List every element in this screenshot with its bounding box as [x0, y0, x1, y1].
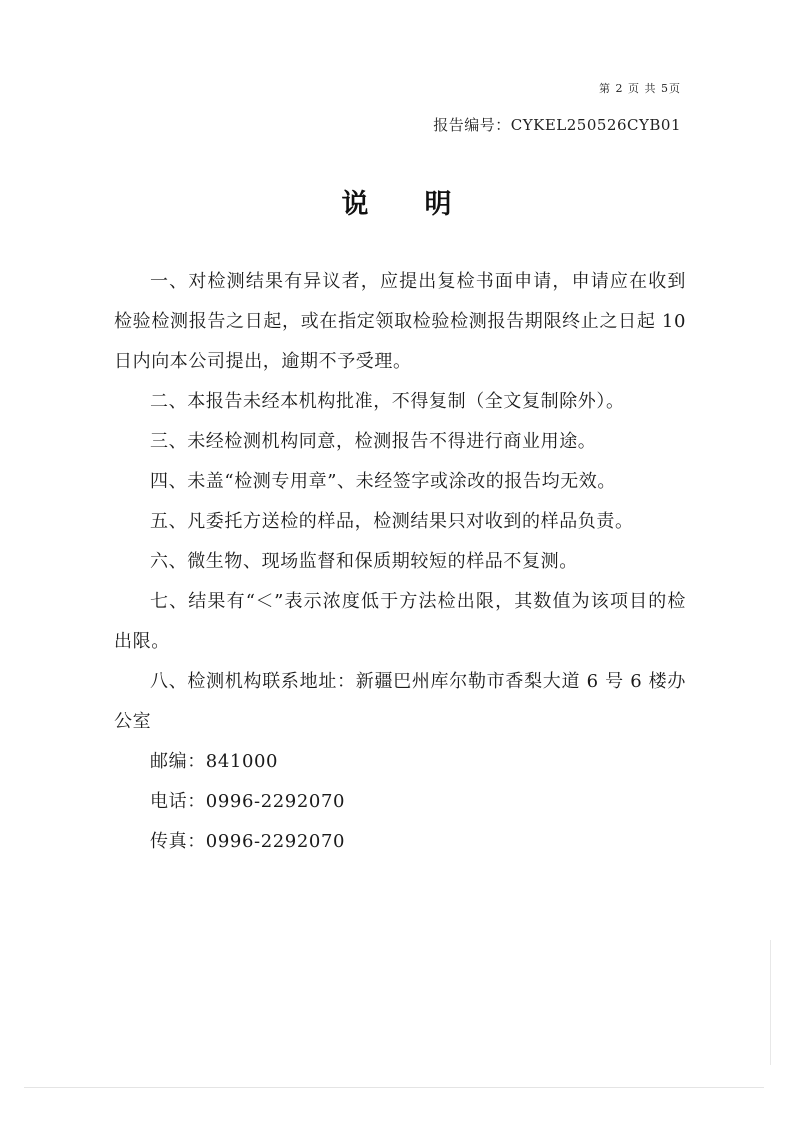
scan-side-line — [770, 940, 771, 1065]
paragraph-5: 五、凡委托方送检的样品，检测结果只对收到的样品负责。 — [150, 511, 634, 532]
postcode-line: 邮编：841000 — [150, 751, 279, 772]
paragraph-8: 八、检测机构联系地址：新疆巴州库尔勒市香梨大道 6 号 6 楼办公室 — [114, 671, 686, 732]
page-number: 第 2 页 共 5页 — [599, 82, 681, 95]
paragraph-2: 二、本报告未经本机构批准，不得复制（全文复制除外）。 — [150, 391, 625, 412]
paragraph-3: 三、未经检测机构同意，检测报告不得进行商业用途。 — [150, 431, 597, 452]
document-title: 说明 — [341, 189, 508, 220]
document-body — [114, 262, 686, 862]
fax-line: 传真：0996-2292070 — [150, 831, 346, 852]
paragraph-6: 六、微生物、现场监督和保质期较短的样品不复测。 — [150, 551, 578, 572]
phone-line: 电话：0996-2292070 — [150, 791, 346, 812]
paragraph-4: 四、未盖“检测专用章”、未经签字或涂改的报告均无效。 — [150, 471, 617, 492]
paragraph-1: 一、对检测结果有异议者，应提出复检书面申请，申请应在收到检验检测报告之日起，或在指定领取检验检测报告期限终止之日起 10 日内向本公司提出，逾期不予受理。 — [114, 271, 686, 372]
paragraph-7: 七、结果有“＜”表示浓度低于方法检出限，其数值为该项目的检出限。 — [114, 591, 686, 652]
report-number: 报告编号：CYKEL250526CYB01 — [433, 116, 681, 134]
scan-edge-line — [24, 1087, 764, 1088]
